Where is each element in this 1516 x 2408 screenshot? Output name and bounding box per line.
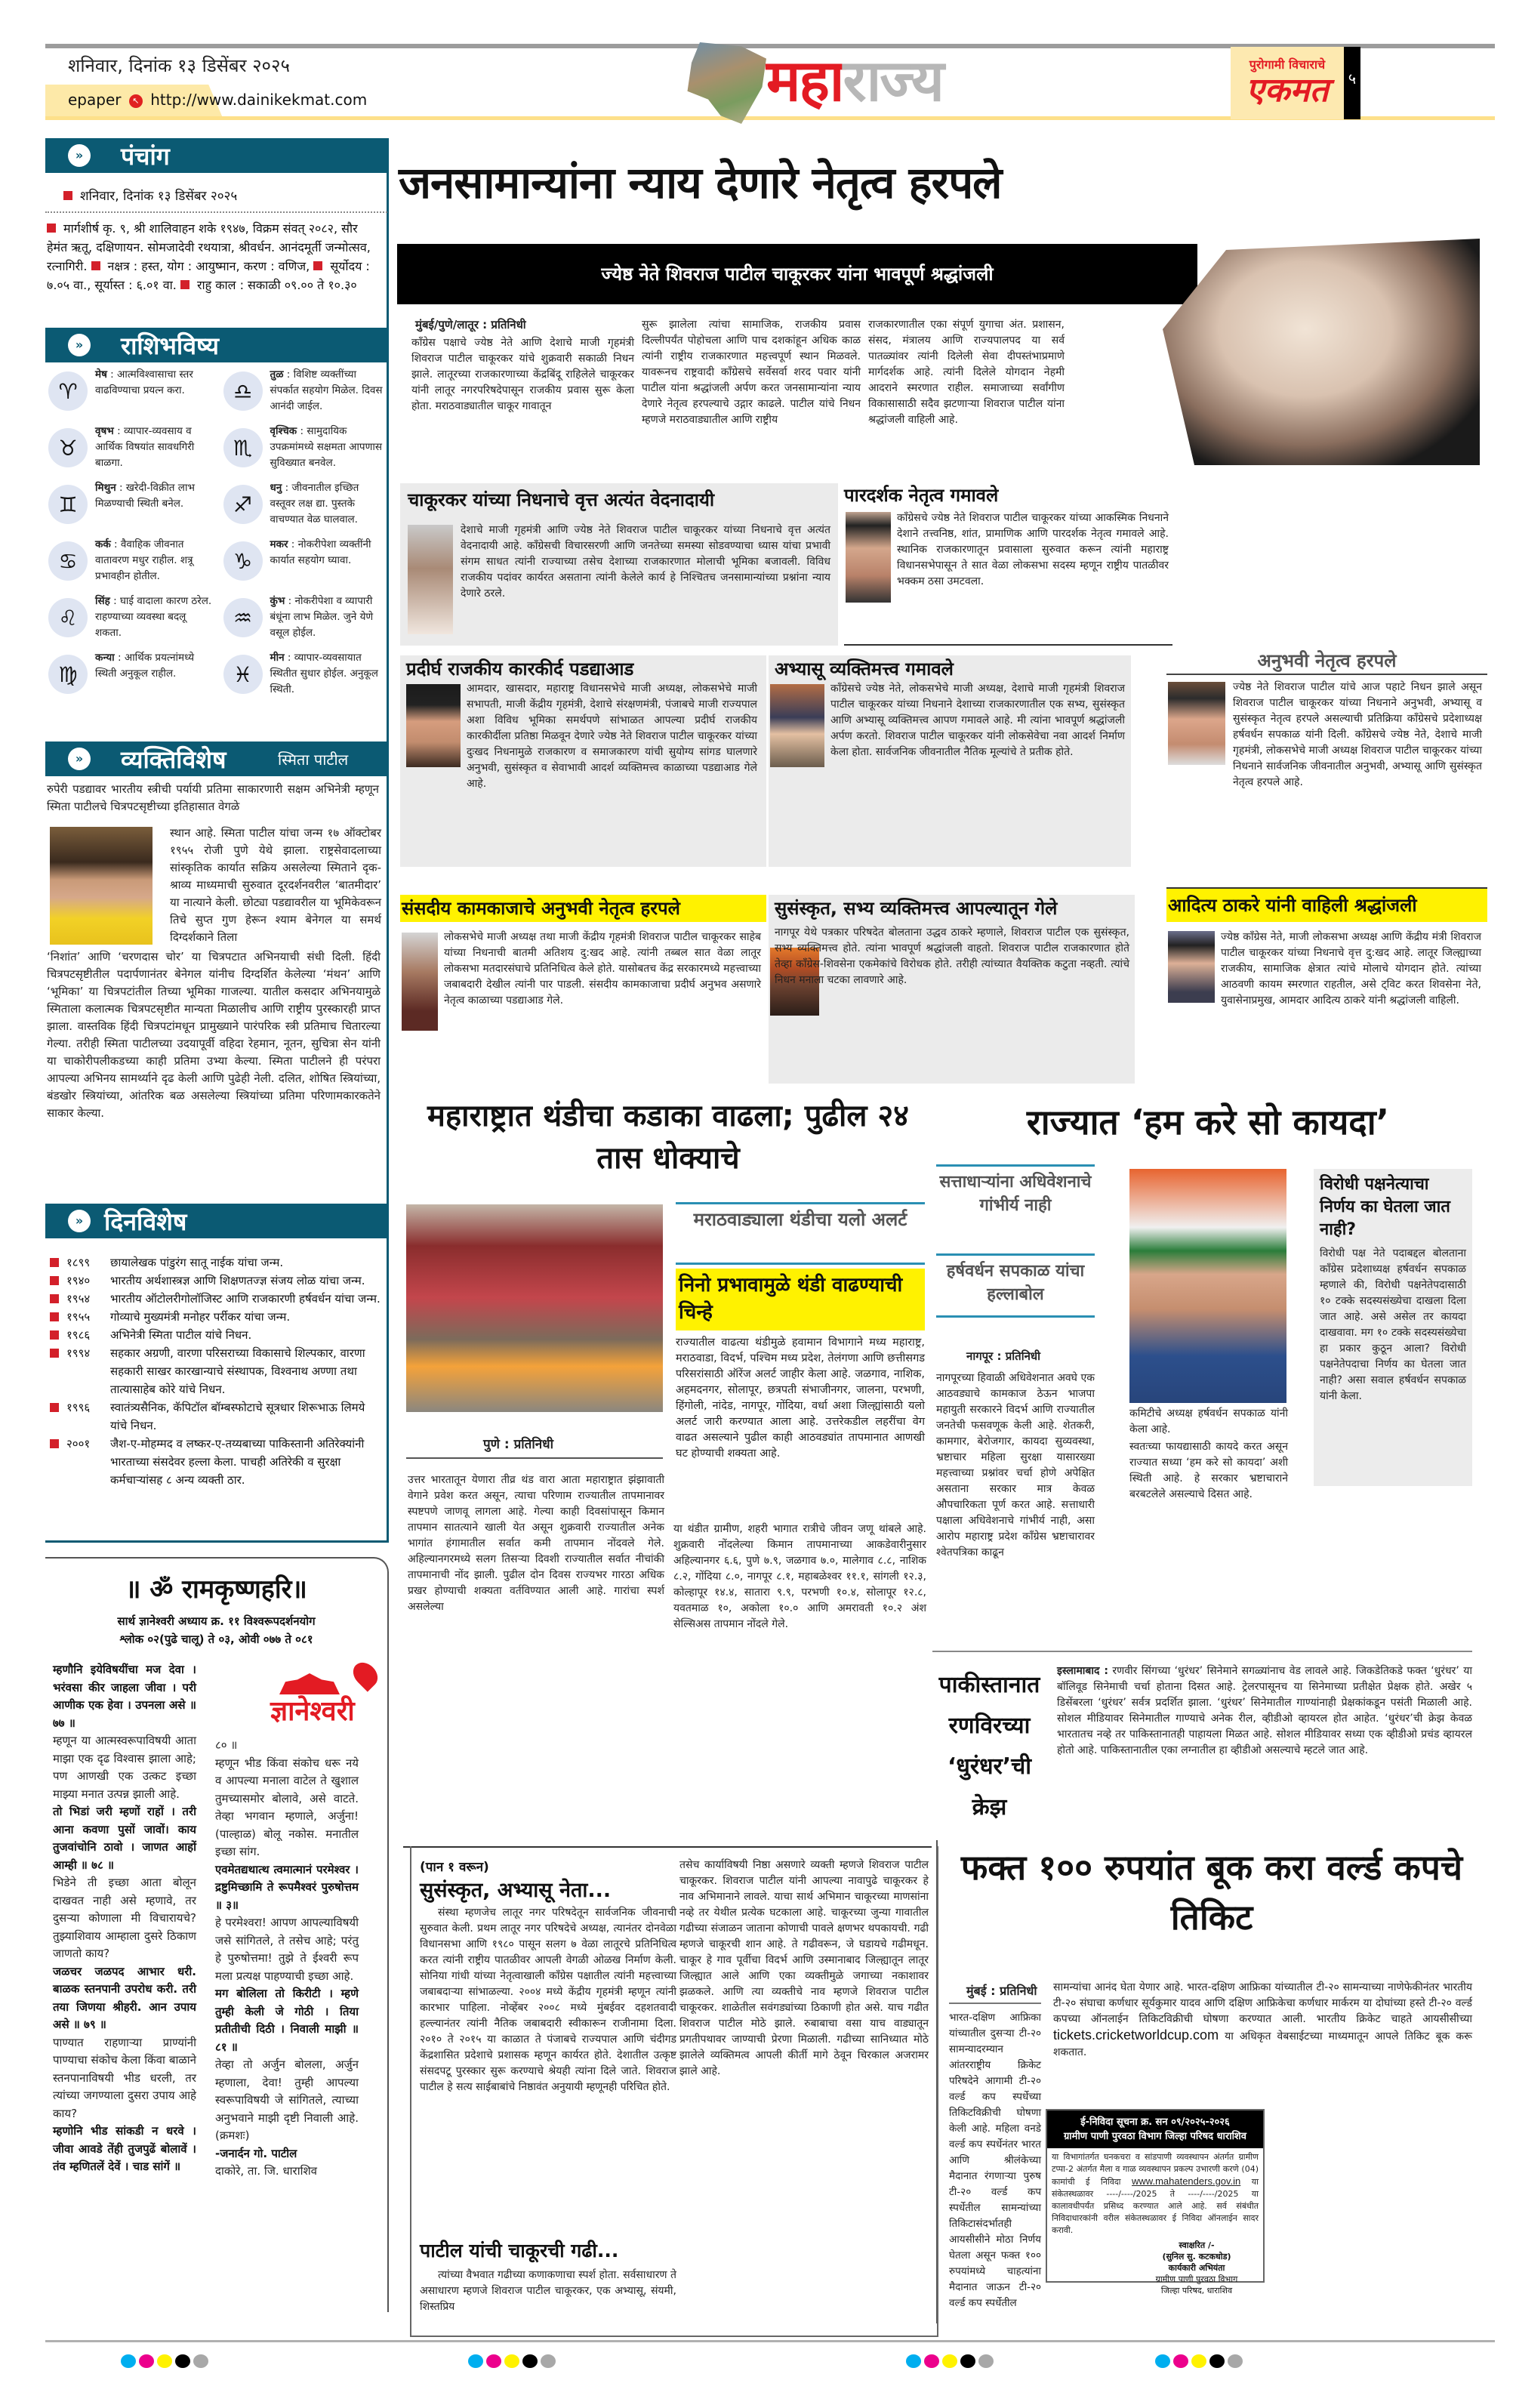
cold-side-text: राज्यातील वाढत्या थंडीमुळे हवामान विभागाने मध्य महाराष्ट्र, मराठवाडा, विदर्भ, पश्चिम मध्य प्रदेश, तेलंगणा आणि छत्तीसगड परिसरांसाठी ऑरेंज अलर्ट जाहीर केला आहे. जळगाव, नाशिक, अहमदनगर, सोलापूर, छत्रपती संभाजीनगर, जालना, परभणी, हिंगोली, नांदेड, नागपूर, गोंदिया, वर्धा अशा जिल्ह्यांसाठी यलो अलर्ट जारी करण्यात आला आहे. उत्तरेकडील लहरींचा वेग वाढत असल्याने पुढील काही आठवड्यांत तापमानात आणखी घट होण्याची शक्यता आहे. (676, 1337, 925, 1460)
horoscope-item: ♊ मिथुन : खरेदी-विक्रीत लाभ मिळण्याची स्थिती बनेल. (45, 480, 213, 528)
masthead-date: शनिवार, दिनांक १३ डिसेंबर २०२५ (68, 55, 290, 76)
smita-patil-photo (50, 827, 153, 945)
ovi-verse: जळचर जळपद आभार धरी. बाळक स्तनपानी उपरोध करी. तरी तया जिणया श्रीहरी. आन उपाय असे ॥ ७९ ॥ (53, 1964, 196, 2031)
dhurandhar-headline: पाकीस्तानात रणविरच्या ‘धुरंधर’ची क्रेझ (938, 1672, 1040, 1821)
signatory-dept: ग्रामीण पाणी पुरवठा विभाग (1155, 2274, 1238, 2284)
tribute-text: नागपूर येथे पत्रकार परिषदेत बोलताना उद्धव ठाकरे म्हणाले, शिवराज पाटील एक सुसंस्कृत, सभ्य व्यक्तिमत्त्व होते. त्यांना भावपूर्ण श्रद्धांजली वाहतो. शिवराज पाटील राजकारणात होते तेव्हा काँग्रेस-शिवसेना एकमेकांचे विरोधक होते. तरीही त्यांच्यात वैयक्तिक कटुता नव्हती. त्यांचे निधन मनाला चटका लावणारे आहे. (775, 927, 1129, 986)
tribute-text: काँग्रेसचे ज्येष्ठ नेते शिवराज पाटील चाकूरकर यांच्या आकस्मिक निधनाने देशाने तत्त्वनिष्ठ, शांत, प्रामाणिक आणि पारदर्शक नेतृत्व गमावले आहे. स्थानिक राजकारणातून प्रवासाला सुरुवात करून त्यांनी महाराष्ट्र विधानसभेपासून ते सात वेळा लोकसभा सदस्य म्हणून राष्ट्रीय पातळीवर भक्कम ठसा उमटवला. (897, 512, 1169, 587)
shloka: एवमेतद्यथात्थ त्वमात्मानं परमेश्वर । द्रष्टुमिच्छामि ते रूपमैश्वरं पुरुषोत्तम ॥ ३॥ (215, 1862, 359, 1912)
sign-name: कन्या (95, 652, 115, 664)
aries-icon: ♈ (48, 372, 88, 411)
dnyaneshwari-logo (249, 1661, 393, 1729)
dnyaneshwari-logo-text: ज्ञानेश्वरी (270, 1696, 355, 1727)
rajyat-subhead-1: सत्ताधाऱ्यांना अधिवेशनाचे गांभीर्य नाही (939, 1173, 1092, 1215)
balasaheb-thorat-photo (846, 512, 891, 603)
yellow-mark-icon (942, 2354, 957, 2368)
list-item (50, 1253, 382, 1272)
sign-name: सिंह (95, 595, 110, 607)
author-place: दाकोरे, ता. जि. धाराशिव (215, 2164, 318, 2178)
shloka-meaning: हे परमेश्वरा! आपण आपल्याविषयी जसे सांगितले, ते तसेच आहे; परंतु हे पुरुषोत्तमा! तुझे ते ईश्वरी रूप मला प्रत्यक्ष पाहण्याची इच्छा आहे. (215, 1916, 359, 1983)
tribute-box-sapkal (1166, 648, 1487, 871)
bullet-icon (313, 261, 322, 270)
tender-signature (1047, 2240, 1263, 2296)
ajit-pawar-photo (770, 684, 824, 767)
lead-dateline: मुंबई/पुणे/लातूर : प्रतिनिधी (415, 318, 526, 331)
epaper-arrow-icon: ↖ (129, 94, 143, 108)
sapkal-photo-caption: कमिटीचे अध्यक्ष हर्षवर्धन सपकाळ यांनी केला आहे. (1129, 1407, 1288, 1435)
rajyat-body: नागपूरच्या हिवाळी अधिवेशनात अवघे एक आठवड्याचे कामकाज ठेऊन भाजपा महायुती सरकारने विदर्भ आणि राज्यातील जनतेची फसवणूक केली आहे. शेतकरी, कामगार, बेरोजगार, कायदा सुव्यवस्था, भ्रष्टाचार महिला सुरक्षा यासारख्या महत्त्वाच्या प्रश्नांवर चर्चा होणे अपेक्षित असताना सरकार मात्र केवळ औपचारिकता पूर्ण करत आहे. सत्ताधारी पक्षाला अधिवेशनाचे गांभीर्य नाही, असा आरोप महाराष्ट्र प्रदेश काँग्रेस भ्रष्टाचारावर श्वेतपत्रिका काढून (936, 1372, 1095, 1559)
cold-body-1: उत्तर भारतातून येणारा तीव्र थंड वारा आता महाराष्ट्रात झंझावाती वेगाने प्रवेश करत असून, त्याचा परिणाम राज्यातील तापमानावर स्पष्टपणे जाणवू लागला आहे. गेल्या काही दिवसांपासून किमान तापमान सातत्याने खाली येत असून शुक्रवारी राज्यातील अनेक भागांत हंगामातील सर्वात कमी तापमान नोंदवले गेले. अहिल्यानगरमध्ये सलग तिसऱ्या दिवशी राज्यातील सर्वात नीचांकी तापमानाची नोंद झाली. पुढील दोन दिवस राज्यभर गारठा अधिक प्रखर होण्याची शक्यता वर्तविण्यात आली आहे. गारांचा स्पर्श असलेल्या (408, 1474, 664, 1613)
frompage1-label: (पान १ वरून) (420, 1860, 489, 1875)
teal-rule (936, 1315, 1095, 1318)
sign-text: व्यापार-व्यवसायात स्थितीत सुधार होईल. अनुकूल स्थिती. (270, 652, 378, 695)
tribute-box-uddhav (769, 895, 1135, 1084)
horoscope-item: ♑ मकर : नोकरीपेशा व्यक्तींनी कार्यात सहयोग घ्यावा. (220, 537, 388, 584)
cold-dateline: पुणे : प्रतिनिधी (483, 1437, 554, 1452)
lead-column-3: राजकारणातील एका संपूर्ण युगाचा अंत. प्रशासन, संसद, मंत्रालय आणि राज्यपालपद या सर्व पातळ्यांवर त्यांनी दिलेली सेवा दीपस्तंभाप्रमाणे मार्गदर्शक आहे. त्यांनी दिलेले योगदान नेहमी आदराने स्मरणात राहील. समाजाच्या सर्वांगीण विकासासाठी सदैव झटणाऱ्या शिवराज पाटील यांना श्रद्धांजली वाहिली आहे. (868, 319, 1065, 426)
cyan-mark-icon (121, 2354, 136, 2368)
capricorn-icon: ♑ (223, 541, 263, 581)
cricket-headline: फक्त १०० रुपयांत बूक करा वर्ल्ड कपचे तिकिट (960, 1847, 1463, 1938)
dateline-rule (406, 1457, 663, 1459)
magenta-mark-icon (1173, 2354, 1188, 2368)
event-text: छायालेखक पांडुरंग सातू नाईक यांचा जन्म. (110, 1256, 284, 1269)
cricket-column-1: भारत-दक्षिण आफ्रिका यांच्यातील दुसऱ्या टी-२० सामन्यादरम्यान आंतरराष्ट्रीय क्रिकेट परिषदेने आगामी टी-२० वर्ल्ड कप स्पर्धेच्या तिकिटविक्रीची घोषणा केली आहे. महिला वनडे वर्ल्ड कप स्पर्धेनंतर भारत आणि श्रीलंकेच्या मैदानात रंगणाऱ्या पुरुष टी-२० वर्ल्ड कप स्पर्धेतील सामन्यांच्या तिकिटासंदर्भातही आयसीसीने मोठा निर्णय घेतला असून फक्त १०० रुपयांमध्ये चाहत्यांना मैदानात जाऊन टी-२० वर्ल्ड कप स्पर्धेतील (949, 2012, 1041, 2309)
dhurandhar-body (1057, 1663, 1472, 1759)
bullet-icon (50, 1294, 59, 1303)
bullet-icon (50, 1276, 59, 1285)
dhurandhar-text: रणवीर सिंगच्या ‘धुरंधर’ सिनेमाने सगळ्यांनाच वेड लावले आहे. जिकडेतिकडे फक्त ‘धुरंधर’ या बॉलिवूड सिनेमाची चर्चा होताना दिसत आहे. ट्रेलरपासूनच या सिनेमाच्या प्रतीक्षेत प्रेक्षक होते. अखेर ५ डिसेंबरला ‘धुरंधर’ सर्वत्र प्रदर्शित झाला. ‘धुरंधर’ सिनेमातील गाण्यांनाही प्रेक्षकांकडून पसंती मिळाली आहे. सोशल मीडियावर सिनेमातील गाण्याचे अनेक रील, व्हीडीओ व्हायरल होत आहेत. ‘धुरंधर’ची क्रेझ केवळ भारतातच नव्हे तर पाकिस्तानातही पाहायला मिळत आहे. सोशल मीडियावर सध्या एक व्हीडीओ प्रचंड व्हायरल होतो आहे. पाकिस्तानातील एका लग्नातील हा व्हीडीओ असल्याचे म्हटले जात आहे. (1057, 1665, 1472, 1756)
chevron-down-icon: » (68, 1210, 91, 1232)
aaditya-thackeray-photo (1168, 931, 1215, 1003)
cricket-text: सामन्यांचा आनंद घेता येणार आहे. भारत-दक्षिण आफ्रिका यांच्यातील टी-२० सामन्याच्या नाणेफेकीनंतर भारतीय टी-२० संघाचा कर्णधार सूर्यकुमार यादव आणि दक्षिण आफ्रिकेचा कर्णधार मार्करम या दोघांच्या हस्ते टी-२० वर्ल्ड कपच्या ऑनलाईन तिकिटविक्रीची घोषणा करण्यात आली. भारतीय क्रिकेट चाहते आयसीसीच्या (1053, 1981, 1472, 2025)
sign-name: वृश्चिक (270, 425, 297, 437)
dnyaneshwari-chapter: सार्थ ज्ञानेश्वरी अध्याय क्र. ११ विश्वरूपदर्शनयोग (117, 1614, 316, 1628)
rashi-title: राशिभविष्य (121, 331, 219, 360)
frompage1-title: सुसंस्कृत, अभ्यासू नेता... (420, 1879, 612, 1902)
vyakti-subject: स्मिता पाटील (278, 751, 349, 769)
supriya-sule-photo (402, 933, 438, 1031)
horoscope-item: ♎ तुळ : विशिष्ट व्यक्तींच्या संपर्कात सहयोग मिळेल. दिवस आनंदी जाईल. (220, 367, 388, 415)
tribute-box-balasaheb (844, 483, 1172, 646)
bullet-icon (50, 1439, 59, 1448)
rajyat-headline: राज्यात ‘हम करे सो कायदा’ (1026, 1102, 1390, 1142)
opposition-box-text: विरोधी पक्ष नेते पदाबद्दल बोलताना काँग्रेस प्रदेशाध्यक्ष हर्षवर्धन सपकाळ म्हणाले की, विरोधी पक्षनेतेपदासाठी १० टक्के सदस्यसंख्येचा दाखला दिला जात आहे. असे असेल तर कायदा दाखवावा. मग १० टक्के सदस्यसंख्येचा हा प्रकार कुठून आला? विरोधी पक्षनेतेपदाचा निर्णय का घेतला जात नाही? असा सवाल हर्षवर्धन सपकाळ यांनी केला. (1320, 1247, 1466, 1402)
sign-name: मेष (95, 368, 107, 381)
cold-yellow-alert-subhead: मराठवाड्याला थंडीचा यलो अलर्ट (693, 1209, 907, 1230)
ovi-verse: म्हणोनि भीड सांकडी न धरवे । जीवा आवडे तेंही तुजपुढें बोलावें । तंव म्हणितलें देवें । चाड सांगें ॥ (53, 2124, 196, 2173)
yellow-mark-icon (504, 2354, 519, 2368)
ovi-meaning: पाण्यात राहणाऱ्या प्राण्यांनी पाण्याचा संकोच केला किंवा बाळाने स्तनपानाविषयी भीड धरली, तर त्यांच्या जगण्याला दुसरा उपाय आहे काय? (53, 2035, 196, 2120)
lead-headline: जनसामान्यांना न्याय देणारे नेतृत्व हरपले (399, 157, 1002, 208)
ovi-number: ८० ॥ (215, 1738, 238, 1752)
rajyat-subhead-2: हर्षवर्धन सपकाळ यांचा हल्लाबोल (946, 1262, 1085, 1304)
sign-name: वृषभ (95, 425, 114, 437)
bullet-icon (50, 1403, 59, 1412)
event-year: १९५४ (66, 1292, 91, 1306)
sign-name: मकर (270, 538, 288, 550)
tribute-title: संसदीय कामकाजाचे अनुभवी नेतृत्व हरपले (400, 895, 766, 922)
chevron-down-icon: » (68, 334, 91, 356)
black-mark-icon (1209, 2354, 1225, 2368)
tribute-title: अनुभवी नेतृत्व हरपले (1166, 648, 1487, 675)
dnyaneshwari-verse-range: श्लोक ०२(पुढे चालू) ते ०३, ओवी ०७७ ते ०८१ (119, 1633, 313, 1646)
event-year: १९८६ (66, 1328, 91, 1342)
horoscope-item: ♈ मेष : आत्मविश्वासाचा स्तर वाढविण्याचा प्रयत्न करा. (45, 367, 213, 415)
brand-name: एकमत (1246, 71, 1329, 109)
signature-line: स्वाक्षरित /- (1179, 2240, 1215, 2250)
panchang-date (63, 187, 237, 204)
sign-text: वैवाहिक जीवनात वातावरण मधुर राहील. शत्रू प्रभावहीन होतील. (95, 538, 193, 582)
rajyat-body-right: स्वतःच्या फायद्यासाठी कायदे करत असून राज्यात सध्या ‘हम करे सो कायदा’ अशी स्थिती आहे. हे सरकार भ्रष्टाचाराने बरबटलेले असल्याचे दिसत आहे. (1129, 1441, 1288, 1500)
sign-text: आर्थिक प्रयत्नांमध्ये स्थिती अनुकूल राहील. (95, 652, 195, 680)
tribute-text: ज्येष्ठ काँग्रेस नेते, माजी लोकसभा अध्यक्ष आणि केंद्रीय मंत्री शिवराज पाटील चाकूरकर यांच्या निधनाचे वृत्त दु:खद आहे. लातूर जिल्ह्याच्या राजकीय, सामाजिक क्षेत्रात त्यांचे मोलाचे योगदान होते. त्यांच्या आठवणी कायम स्मरणात राहतील, असे ट्विट करत शिवसेना नेते, युवासेनाप्रमुख, आमदार आदित्य ठाकरे यांनी श्रद्धांजली वाहिली. (1221, 931, 1481, 1007)
aquarius-icon: ♒ (223, 598, 263, 637)
tribute-text: लोकसभेचे माजी अध्यक्ष तथा माजी केंद्रीय गृहमंत्री शिवराज पाटील चाकूरकर साहेब यांच्या निधनाची बातमी अतिशय दु:खद आहे. त्यांनी तब्बल सात वेळा लातूर लोकसभा मतदारसंघाचे प्रतिनिधित्व केले होते. यासोबतच केंद्र सरकारमध्ये महत्त्वाच्या जबाबदारी देखील त्यांनी पार पाडली. संसदीय कामकाजाचा प्रदीर्घ अनुभव असणारे नेतृत्व काळाच्या पडद्याआड गेले. (444, 931, 761, 1007)
magenta-mark-icon (486, 2354, 501, 2368)
black-mark-icon (960, 2354, 975, 2368)
tender-header (1047, 2110, 1263, 2148)
panchang-body (47, 219, 379, 294)
tender-text: या विभागांतर्गत घनकचरा व सांडपाणी व्यवस्थापन अंतर्गत ग्रामीण टप्पा-2 अंतर्गत मैला व गाळ व्यवस्थापन प्रकल्प उभारणी करणे (04) कामांची ई निविदा (1052, 2152, 1259, 2187)
list-item (50, 1326, 382, 1344)
sign-text: व्यापार-व्यवसाय व आर्थिक विषयांत सावधगिरी बाळगा. (95, 425, 195, 469)
vyakti-side-text: स्थान आहे. स्मिता पाटील यांचा जन्म १७ ऑक्टोबर १९५५ रोजी पुणे येथे झाला. राष्ट्रसेवादलाच्या सांस्कृतिक कार्यात सक्रिय असलेल्या स्मिताने दृक-श्राव्य माध्यमाची सुरुवात दूरदर्शनवरील ‘बातमीदार’ या नात्याने केली. छोट्या पडद्यावरील या भूमिकेवरून तिचे सुप्त गुण हेरून श्याम बेनेगल या समर्थ दिग्दर्शकाने तिला (170, 826, 381, 944)
lead-subheadline-strip: ज्येष्ठ नेते शिवराज पाटील चाकूरकर यांना भावपूर्ण श्रद्धांजली (397, 244, 1197, 304)
list-item (50, 1344, 382, 1398)
vyakti-intro: रुपेरी पडद्यावर भारतीय स्त्रीची पर्यायी प्रतिमा साकारणारी सक्षम अभिनेत्री म्हणून स्मिता पाटीलचे चित्रपटसृष्टीच्या इतिहासात वेगळे (47, 782, 379, 813)
horoscope-item: ♓ मीन : व्यापार-व्यवसायात स्थितीत सुधार होईल. अनुकूल स्थिती. (220, 650, 388, 698)
sign-text: आत्मविश्वासाचा स्तर वाढविण्याचा प्रयत्न करा. (95, 368, 193, 396)
opposition-box-title: विरोधी पक्षनेत्याचा निर्णय का घेतला जात नाही? (1320, 1175, 1450, 1239)
opposition-leader-box (1314, 1169, 1472, 1486)
teal-rule (676, 1202, 925, 1204)
ovi-meaning: म्हणून या आत्मस्वरूपाविषयी आता माझा एक दृढ विश्वास झाला आहे; पण आणखी एक उत्कट इच्छा माझ्या मनात उत्पन्न झाली आहे. (53, 1734, 196, 1801)
sign-name: तुळ (270, 368, 284, 381)
list-item (50, 1398, 382, 1435)
tender-department: ग्रामीण पाणी पुरवठा विभाग जिल्हा परिषद धाराशिव (1063, 2131, 1247, 2142)
chevron-down-icon: » (68, 144, 91, 167)
section-title-rajya: राज्य (843, 47, 943, 114)
sign-text: नोकरीपेशा व्यक्तींनी कार्यात सहयोग घ्यावा. (270, 538, 371, 566)
cricket-column-2 (1053, 1980, 1472, 2061)
cold-body-2: या थंडीत ग्रामीण, शहरी भागात रात्रीचे जीवन जणू थांबले आहे. शुक्रवारी नोंदलेल्या किमान तापमानाच्या आकडेवारीनुसार अहिल्यानगर ६.६, पुणे ७.९, जळगाव ७.०, मालेगाव ८.८, नाशिक ८.२, गोंदिया ८.०, नागपूर ८.१, महाबळेश्वर ११.१, सांगली १२.३, कोल्हापूर १४.४, सातारा ९.९, परभणी १०.४, सोलापूर १२.८, यवतमाळ १०, अकोला १०.० आणि अमरावती १०.२ अंश सेल्सिअस तापमान नोंदले गेले. (673, 1523, 926, 1630)
ovi-meaning: भिडेने ती इच्छा आता बोलून दाखवत नाही असे म्हणावे, तर दुसऱ्या कोणाला मी विचारायचे? तुझ्याशिवाय आम्हाला दुसरे ठिकाण जाणतो काय? (53, 1876, 196, 1960)
cyan-mark-icon (468, 2354, 483, 2368)
yellow-mark-icon (1191, 2354, 1206, 2368)
tribute-title: चाकूरकर यांच्या निधनाचे वृत्त अत्यंत वेदनादायी (408, 489, 715, 510)
tender-number: ई-निविदा सूचना क्र. सन ०९/२०२५-२०२६ (1080, 2117, 1230, 2128)
leo-icon: ♌ (48, 598, 88, 637)
lead-column-2: सुरू झालेला त्यांचा सामाजिक, राजकीय प्रवास दिल्लीपर्यंत पोहोचला आणि पाच दशकांहून अधिक काळ त्यांनी राष्ट्रीय राजकारणात महत्त्वपूर्ण स्थान मिळवले. यावरूनच राष्ट्रवादी काँग्रेसचे सर्वेसर्वा शरद पवार यांनी पाटील यांना श्रद्धांजली अर्पण करत जनसामान्यांना न्याय देणारे नेतृत्व हरपल्याचे उद्गार काढले. पाटील यांचे निधन म्हणजे मराठवाड्यातील आणि राष्ट्रीय (642, 319, 861, 426)
signatory-place: जिल्हा परिषद, धाराशिव (1160, 2286, 1233, 2295)
black-mark-icon (175, 2354, 190, 2368)
sign-text: जीवनातील इच्छित वस्तूवर लक्ष द्या. पुस्तके वाचण्यात वेळ घालवाल. (270, 482, 359, 526)
dinvishesh-title: दिनविशेष (104, 1207, 187, 1236)
sign-text: सामुदायिक उपक्रमांमध्ये सक्षमता आपणास सुविख्यात बनवेल. (270, 425, 382, 469)
ovi-verse: म्हणौनि इयेविषयींचा मज देवा । भरंवसा कीर जाहला जीवा । परी आणीक एक हेवा । उपनला असे ॥ ७७ ॥ (53, 1663, 196, 1730)
dinvishesh-header (45, 1204, 387, 1238)
tender-notice-box (1046, 2109, 1265, 2295)
sign-name: कर्क (95, 538, 111, 550)
rajyat-dateline: नागपूर : प्रतिनिधी (966, 1349, 1041, 1363)
dnyaneshwari-subtitle (45, 1612, 387, 1648)
grey-mark-icon (1228, 2354, 1243, 2368)
event-text: जैश-ए-मोहम्मद व लष्कर-ए-तय्यबाच्या पाकिस्तानी अतिरेक्यांनी भारताच्या संसदेवर हल्ला केला. पाचही अतिरेकी व सुरक्षा कर्मचाऱ्यांसह ८ अन्य व्यक्ती ठार. (110, 1437, 365, 1487)
panchang-title: पंचांग (121, 142, 170, 171)
location-pin-icon (348, 1657, 382, 1691)
grey-mark-icon (193, 2354, 208, 2368)
frompage1-column-2: तसेच कार्याविषयी निष्ठा असणारे व्यक्ती म्हणजे शिवराज पाटील चाकूरकर. शिवराज पाटील यांनी आपल्या नावापुढे चाकूरकर हे नाव अभिमानाने लावले. याचा सार्थ अभिमान चाकूरच्या माणसांना नव्हे तर येथील प्रत्येक घटकाला आहे. चाकूरच्या जुन्या गावातील गढीच्या संजाळन जाताना कोणाची पावले क्षणभर थपकायची. गढी म्हणजे चाकूरची शान आहे. ते गढीवरून, जे घडायचे गढीमधून. चाकूर हे गाव पूर्वीचा विदर्भ आणि उस्मानाबाद जिल्ह्यातून लातूर जिल्ह्यात आले आणि एका व्यक्तीमुळे जगाच्या नकाशावर झळकले. आणि त्या व्यक्तीचे नाव म्हणजे शिवराज पाटील चाकूरकर. शाळेतील सवंगड्यांच्या ठिकाणी होत असे. याच गढीत शिवराज पाटील मोठे झाले. रुबाबाचा वसा याच वाड्यातून प्रगतीपथावर जाण्याची प्रेरणा मिळाली. गढीच्या सानिध्यात मोठे झालेले व्यक्तिमत्व आपली कीर्ती मागे ठेवून चिरकाल अजरामर झाले आहे. (679, 1859, 929, 2077)
horoscope-item: ♋ कर्क : वैवाहिक जीवनात वातावरण मधुर राहील. शत्रू प्रभावहीन होतील. (45, 537, 213, 584)
event-text: गोव्याचे मुख्यमंत्री मनोहर पर्रीकर यांचा जन्म. (110, 1310, 291, 1324)
panchang-date-text: शनिवार, दिनांक १३ डिसेंबर २०२५ (80, 189, 238, 204)
tribute-text: देशाचे माजी गृहमंत्री आणि ज्येष्ठ नेते शिवराज पाटील चाकूरकर यांच्या निधनाचे वृत्त अत्यंत वेदनादायी आहे. काँग्रेसची विचारसरणी आणि जनतेच्या समस्या सोडवण्याचा ध्यास यांचा प्रभावी संगम साधत त्यांनी राज्याच्या तसेच देशाच्या राजकारणात मोलाची भूमिका बजावली. विविध राजकीय पदांवर कार्यरत असताना त्यांनी केलेले कार्य हे निश्चितच जनसामान्यांच्या प्रश्नांना न्याय देणारे ठरले. (461, 524, 830, 600)
magenta-mark-icon (139, 2354, 154, 2368)
cold-headline: महाराष्ट्रात थंडीचा कडाका वाढला; पुढील २४ तास धोक्याचे (427, 1099, 909, 1176)
rashi-header (45, 328, 387, 362)
dotted-divider (45, 211, 387, 214)
grey-mark-icon (978, 2354, 994, 2368)
cancer-icon: ♋ (48, 541, 88, 581)
tribute-title: प्रदीर्घ राजकीय कारकीर्द पडद्याआड (406, 658, 634, 680)
tribute-title: सुसंस्कृत, सभ्य व्यक्तिमत्त्व आपल्यातून गेले (775, 898, 1058, 919)
dateline-rule (949, 2003, 1041, 2004)
dhurandhar-dateline: इस्लामाबाद : (1057, 1665, 1108, 1677)
frompage1-column-1b: त्यांच्या वैभवात गढीच्या कणाकणाचा स्पर्श होता. सर्वसाधारण ते असाधारण म्हणजे शिवराज पाटील चाकूरकर, एक अभ्यासू, संयमी, शिस्तप्रिय (420, 2269, 676, 2313)
event-year: १९४० (66, 1274, 91, 1287)
bullet-icon (180, 280, 190, 289)
print-registration-marks-center (468, 2354, 556, 2368)
ovi-verse: मग बोलिला तो किरीटी । म्हणे तुम्ही केली जे गोठी । तिया प्रतीतीची दिठी । निवाली माझी ॥ ८१ ॥ (215, 1987, 359, 2054)
teal-rule (676, 1263, 925, 1265)
tribute-text: काँग्रेसचे ज्येष्ठ नेते, लोकसभेचे माजी अध्यक्ष, देशाचे माजी गृहमंत्री शिवराज पाटील चाकूरकर यांच्या निधनाने देशाच्या राजकारणातील एक सभ्य, सुसंस्कृत आणि अभ्यासू व्यक्तिमत्त्व आपण गमावले आहे. मी त्यांना भावपूर्ण श्रद्धांजली अर्पण करतो. शिवराज पाटील चाकूरकर यांनी लोकसेवेचा नवा आदर्श निर्माण केला होता. सार्वजनिक जीवनातील नैतिक मूल्यांचे ते प्रतीक होते. (830, 683, 1125, 758)
print-registration-marks-far-right (1155, 2354, 1243, 2368)
footer-rule (45, 2340, 1495, 2342)
vyakti-body: ‘निशांत’ आणि ‘चरणदास चोर’ या चित्रपटात अभिनयाची संधी दिली. हिंदी चित्रपटसृष्टीतील पदार्पणानंतर बेनेगल यांनीच दिग्दर्शित केलेल्या ‘मंथन’ आणि ‘भूमिका’ या चित्रपटांतील तिच्या भूमिका गाजल्या. यातील कसदार अभिनयामुळे स्मिताला कलात्मक चित्रपटसृष्टीत मान्यता मिळालीच आणि राष्ट्रीय पुरस्कारही प्राप्त झाला. वास्तविक हिंदी चित्रपटांमधून प्रामुख्याने पारंपरिक स्त्री प्रतिमाच चितारल्या गेल्या. तरीही स्मिता पाटीलच्या उदयापूर्वी वहिदा रेहमान, नूतन, सुचित्रा सेन यांनी या चाकोरीपलीकडच्या काही प्रतिमा उभ्या केल्या. स्मिता पाटीलने ही परंपरा आपल्या अभिनय सामर्थ्याने दृढ केली आणि पुढेही नेली. दलित, शोषित स्त्रियांच्या, बंडखोर स्त्रियांच्या, आंतरिक बळ असलेल्या स्त्रियांच्या प्रतिमा परिणामकारकतेने साकार केल्या. (47, 950, 381, 1120)
sign-text: नोकरीपेशा व व्यापारी बंधूंना लाभ मिळेल. जुने येणे वसूल होईल. (270, 595, 374, 639)
vyakti-title: व्यक्तिविशेष (121, 745, 226, 774)
grey-mark-icon (541, 2354, 556, 2368)
dinvishesh-list (50, 1253, 382, 1489)
bullet-icon (91, 261, 100, 270)
bullet-icon (50, 1312, 59, 1321)
section-title-maha: महा (766, 47, 843, 114)
tender-text-2: या संकेतस्थळावर ----/----/2025 ते ----/----/2025 या कालावधीपर्यंत प्रसिध्द करण्यात आले आहे. सर्व संबंधीत निविदाधारकांनी वरील संकेतस्थळावर ई निविदा ऑनलाईन सादर करावी. (1052, 2177, 1259, 2235)
cold-nino-subhead: निनो प्रभावामुळे थंडी वाढण्याची चिन्हे (676, 1269, 925, 1330)
newspaper-brand-logo (1231, 47, 1344, 119)
ovi-meaning: तेव्हा तो अर्जुन बोलला, अर्जुन म्हणाला, देवा! तुम्ही आपल्या स्वरूपाविषयी जे सांगितले, त्याच्या अनुभवाने माझी दृष्टी निवाली आहे. (क्रमशः) (215, 2058, 359, 2142)
tribute-text: ज्येष्ठ नेते शिवराज पाटील यांचे आज पहाटे निधन झाले असून शिवराज पाटील चाकूरकर यांच्या निधनाने अनुभवी, अभ्यासू व सुसंस्कृत नेतृत्व हरपले असल्याची प्रतिक्रिया काँग्रेसचे प्रदेशाध्यक्ष हर्षवर्धन सपकाळ यांनी दिली. काँग्रेसचे ज्येष्ठ नेते, देशाचे माजी गृहमंत्री, लोकसभेचे माजी अध्यक्ष शिवराज पाटील चाकूरकर यांच्या निधनाने सार्वजनिक जीवनातील अनुभवी, अभ्यासू आणि सुसंस्कृत नेतृत्व हरपले आहे. (1233, 681, 1482, 788)
bullet-icon (47, 224, 56, 233)
event-year: १९९६ (66, 1401, 91, 1414)
dnyaneshwari-column-1 (53, 1661, 196, 2176)
chevron-down-icon: » (68, 748, 91, 770)
mahatenders-link[interactable]: www.mahatenders.gov.in (1132, 2175, 1241, 2187)
cyan-mark-icon (906, 2354, 921, 2368)
bullet-icon (50, 1258, 59, 1267)
page-number: ५ (1344, 47, 1360, 119)
tribute-box-aaditya (1166, 887, 1487, 1087)
yellow-mark-icon (157, 2354, 172, 2368)
horoscope-item: ♏ वृश्चिक : सामुदायिक उपक्रमांमध्ये सक्षमता आपणास सुविख्यात बनवेल. (220, 424, 388, 471)
tribute-box-ajit-pawar (769, 655, 1131, 867)
sign-text: खरेदी-विक्रीत लाभ मिळण्याची स्थिती बनेल. (95, 482, 195, 510)
vyakti-header (45, 742, 387, 776)
event-text: स्वातंत्र्यसैनिक, कॅपिटॉल बॉम्बस्फोटाचे सूत्रधार शिरूभाऊ लिमये यांचे निधन. (110, 1401, 365, 1432)
tribute-title: पारदर्शक नेतृत्व गमावले (844, 485, 999, 506)
sign-name: धनु (270, 482, 282, 494)
left-column-bottom-rule (45, 1540, 389, 1543)
list-item (50, 1290, 382, 1308)
event-text: भारतीय ऑटोलरीगोलॉजिस्ट आणि राजकारणी हर्षवर्धन यांचा जन्म. (110, 1292, 381, 1306)
bullet-icon (50, 1330, 59, 1340)
event-year: २००१ (66, 1437, 91, 1451)
tribute-title: अभ्यासू व्यक्तिमत्त्व गमावले (775, 658, 954, 680)
tribute-title: आदित्य ठाकरे यांनी वाहिली श्रद्धांजली (1166, 887, 1487, 922)
taurus-icon: ♉ (48, 428, 88, 467)
horoscope-item: ♍ कन्या : आर्थिक प्रयत्नांमध्ये स्थिती अनुकूल राहील. (45, 650, 213, 698)
harshvardhan-sapkal-large-photo (1129, 1169, 1286, 1403)
teal-rule (936, 1164, 1095, 1167)
black-mark-icon (522, 2354, 538, 2368)
tribute-text: आमदार, खासदार, महाराष्ट्र विधानसभेचे माजी अध्यक्ष, लोकसभेचे माजी सभापती, माजी केंद्रीय गृहमंत्री, देशाचे संरक्षणमंत्री, पंजाबचे माजी राज्यपाल अशा विविध भूमिका समर्थपणे सांभाळत आपल्या प्रदीर्घ राजकीय कारकीर्दीला प्रतिष्ठा मिळवून देणारे ज्येष्ठ नेते शिवराज पाटील चाकूरकर यांच्या दुःखद निधनामुळे राजकारण व समाजकारण यांची सुयोग्य सांगड घालणारे अनुभवी, सुसंस्कृत व सेवाभावी आदर्श व्यक्तिमत्त्व काळाच्या पडद्याआड गेले आहे. (467, 683, 757, 790)
gemini-icon: ♊ (48, 485, 88, 524)
icc-tickets-link[interactable]: tickets.cricketworldcup.com (1053, 2027, 1219, 2043)
panchang-header (45, 138, 387, 173)
signatory-title: कार्यकारी अभियंता (1168, 2263, 1225, 2273)
section-title (766, 47, 943, 115)
tribute-box-shinde (400, 655, 766, 867)
ovi-meaning: म्हणून भीड किंवा संकोच धरू नये व आपल्या मनाला वाटेल ते खुशाल तुमच्यासमोर बोलावे, असे वाटते. तेव्हा भगवान म्हणाले, अर्जुना! (पाल्हाळ) बोलू नकोस. मनातील इच्छा सांग. (215, 1756, 359, 1858)
horoscope-item: ♒ कुंभ : नोकरीपेशा व व्यापारी बंधूंना लाभ मिळेल. जुने येणे वसूल होईल. (220, 594, 388, 641)
event-text: भारतीय अर्थशास्त्रज्ञ आणि शिक्षणतज्ज्ञ संजय लोळ यांचा जन्म. (110, 1274, 365, 1287)
panchang-details: मार्गशीर्ष कृ. ९, श्री शालिवाहन शके १९४७, विक्रम संवत् २०८२, सौर हेमंत ऋतू, दक्षिणायन. सोमजादेवी रथयात्रा, श्रीवर्धन. आनंदमूर्ती जन्मोत्सव, रत्नागिरी. (47, 221, 371, 273)
sharad-pawar-photo (408, 525, 453, 634)
lead-column-1: काँग्रेस पक्षाचे ज्येष्ठ नेते आणि देशाचे माजी गृहमंत्री शिवराज पाटील चाकूरकर यांचे शुक्रवारी सकाळी निधन झाले. लातूरच्या राजकारणाच्या केंद्रबिंदू राहिलेले चाकूरकर यांनी लातूर नगरपरिषदेपासून राजकीय प्रवास सुरू केला होता. मराठवाड्यातील चाकूर गावातून (411, 337, 634, 412)
brand-tagline: पुरोगामी विचाराचे (1249, 57, 1326, 72)
epaper-link[interactable] (68, 91, 367, 109)
libra-icon: ♎ (223, 372, 263, 411)
print-registration-marks-right (906, 2354, 994, 2368)
epaper-url[interactable]: http://www.dainikekmat.com (150, 91, 368, 109)
event-text: अभिनेत्री स्मिता पाटील यांचे निधन. (110, 1328, 252, 1342)
section-rule (932, 1651, 1472, 1652)
virgo-icon: ♍ (48, 655, 88, 694)
event-text: सहकार अग्रणी, वारणा परिसराच्या विकासाचे शिल्पकार, वारणा सहकारी साखर कारखान्याचे संस्थापक, विश्वनाथ अण्णा तथा तात्यासाहेब कोरे यांचे निधन. (110, 1346, 365, 1396)
panchang-sun-times: सूर्योदय : ७.०५ वा., सूर्यास्त : ६.०१ वा. (47, 259, 370, 292)
horoscope-grid (45, 367, 387, 698)
horoscope-item: ♉ वृषभ : व्यापार-व्यवसाय व आर्थिक विषयांत सावधगिरी बाळगा. (45, 424, 213, 471)
sagittarius-icon: ♐ (223, 485, 263, 524)
shivraj-patil-photo (1163, 239, 1480, 465)
bullet-icon (63, 191, 72, 200)
dnyaneshwari-title: ॥ ॐ रामकृष्णहरि॥ (125, 1574, 307, 1605)
dnyaneshwari-column-2 (215, 1737, 359, 2181)
tribute-box-pawar (400, 483, 838, 646)
author-name: -जनार्दन गो. पाटील (215, 2146, 297, 2160)
list-item (50, 1272, 382, 1290)
cricket-dateline: मुंबई : प्रतिनिधी (966, 1984, 1037, 1998)
cricket-text-tail: या अधिकृत वेबसाईटच्या माध्यमातून आपले तिकिट बूक करू शकतात. (1053, 2030, 1473, 2058)
event-year: १८९९ (66, 1256, 91, 1269)
event-year: १९५५ (66, 1310, 91, 1324)
sign-name: कुंभ (270, 595, 285, 607)
horoscope-item: ♐ धनु : जीवनातील इच्छित वस्तूवर लक्ष द्या. पुस्तके वाचण्यात वेळ घालवाल. (220, 480, 388, 528)
cyan-mark-icon (1155, 2354, 1170, 2368)
list-item (50, 1308, 382, 1326)
harshvardhan-sapkal-photo (1168, 682, 1225, 765)
teal-rule (936, 1253, 1095, 1256)
signatory-name: (सुनिल सु. कटकधोड) (1162, 2252, 1231, 2262)
tribute-box-supriya-sule (400, 895, 766, 1084)
sign-name: मिथुन (95, 482, 116, 494)
sign-text: विशिष्ट व्यक्तींच्या संपर्कात सहयोग मिळेल. दिवस आनंदी जाईल. (270, 368, 383, 412)
ovi-verse: तो भिडां जरी म्हणों राहों । तरी आना कवणा पुसों जावों। काय तुजवांचोनि ठावो । जाणत आहों आम्ही ॥ ७८ ॥ (53, 1805, 196, 1872)
eknath-shinde-photo (406, 684, 461, 767)
scorpio-icon: ♏ (223, 428, 263, 467)
list-item (50, 1435, 382, 1489)
panchang-rahu-kaal: राहु काल : सकाळी ०९.०० ते १०.३० (196, 278, 357, 292)
pisces-icon: ♓ (223, 655, 263, 694)
epaper-label: epaper (68, 91, 122, 109)
frompage1-column-1: संस्था म्हणजेच लातूर नगर परिषदेतून सार्वजनिक जीवनाची सुरुवात केली. प्रथम लातूर नगर परिषदेचे अध्यक्ष, त्यानंतर दोनवेळा विधानसभा आणि १९८० पासून सलग ७ वेळा लातूरचे प्रतिनिधित्व करत त्यांनी राष्ट्रीय पातळीवर आपली वेगळी ओळख निर्माण केली. सोनिया गांधी यांच्या नेतृत्वाखाली काँग्रेस पक्षातील त्यांनी महत्त्वाच्या जबाबदाऱ्या सांभाळल्या. २००४ मध्ये केंद्रीय गृहमंत्री म्हणून त्यांनी कारभार पाहिला. नोव्हेंबर २००८ मध्ये मुंबईवर दहशतवादी हल्ल्यानंतर त्यांनी नैतिक जबाबदारी स्वीकारून राजीनामा दिला. २०१० ते २०१५ या काळात ते पंजाबचे राज्यपाल आणि चंदीगड केंद्रशासित प्रदेशाचे प्रशासक म्हणून कार्यरत होते. देशातील उत्कृष्ट संसदपटू पुरस्कार सुरू करण्याचे श्रेयही त्यांना दिले जाते. शिवराज पाटील हे सत्य साईबाबांचे निष्ठावंत अनुयायी म्हणूनही परिचित होते. (420, 1907, 676, 2093)
event-year: १९९४ (66, 1346, 91, 1360)
horoscope-item: ♌ सिंह : घाई वादाला कारण ठरेल. राहण्याच्या व्यवस्था बदलू शकता. (45, 594, 213, 641)
tender-body (1047, 2148, 1263, 2240)
bullet-icon (50, 1349, 59, 1358)
sign-name: मीन (270, 652, 285, 664)
panchang-nakshatra: नक्षत्र : हस्त, योग : आयुष्मान, करण : वणिज, (107, 259, 310, 273)
sign-text: घाई वादाला कारण ठरेल. राहण्याच्या व्यवस्था बदलू शकता. (95, 595, 212, 639)
magenta-mark-icon (924, 2354, 939, 2368)
frompage1-subtitle: पाटील यांची चाकूरची गढी... (420, 2240, 619, 2262)
people-warming-by-fire-photo (406, 1204, 663, 1412)
print-registration-marks-left (121, 2354, 208, 2368)
